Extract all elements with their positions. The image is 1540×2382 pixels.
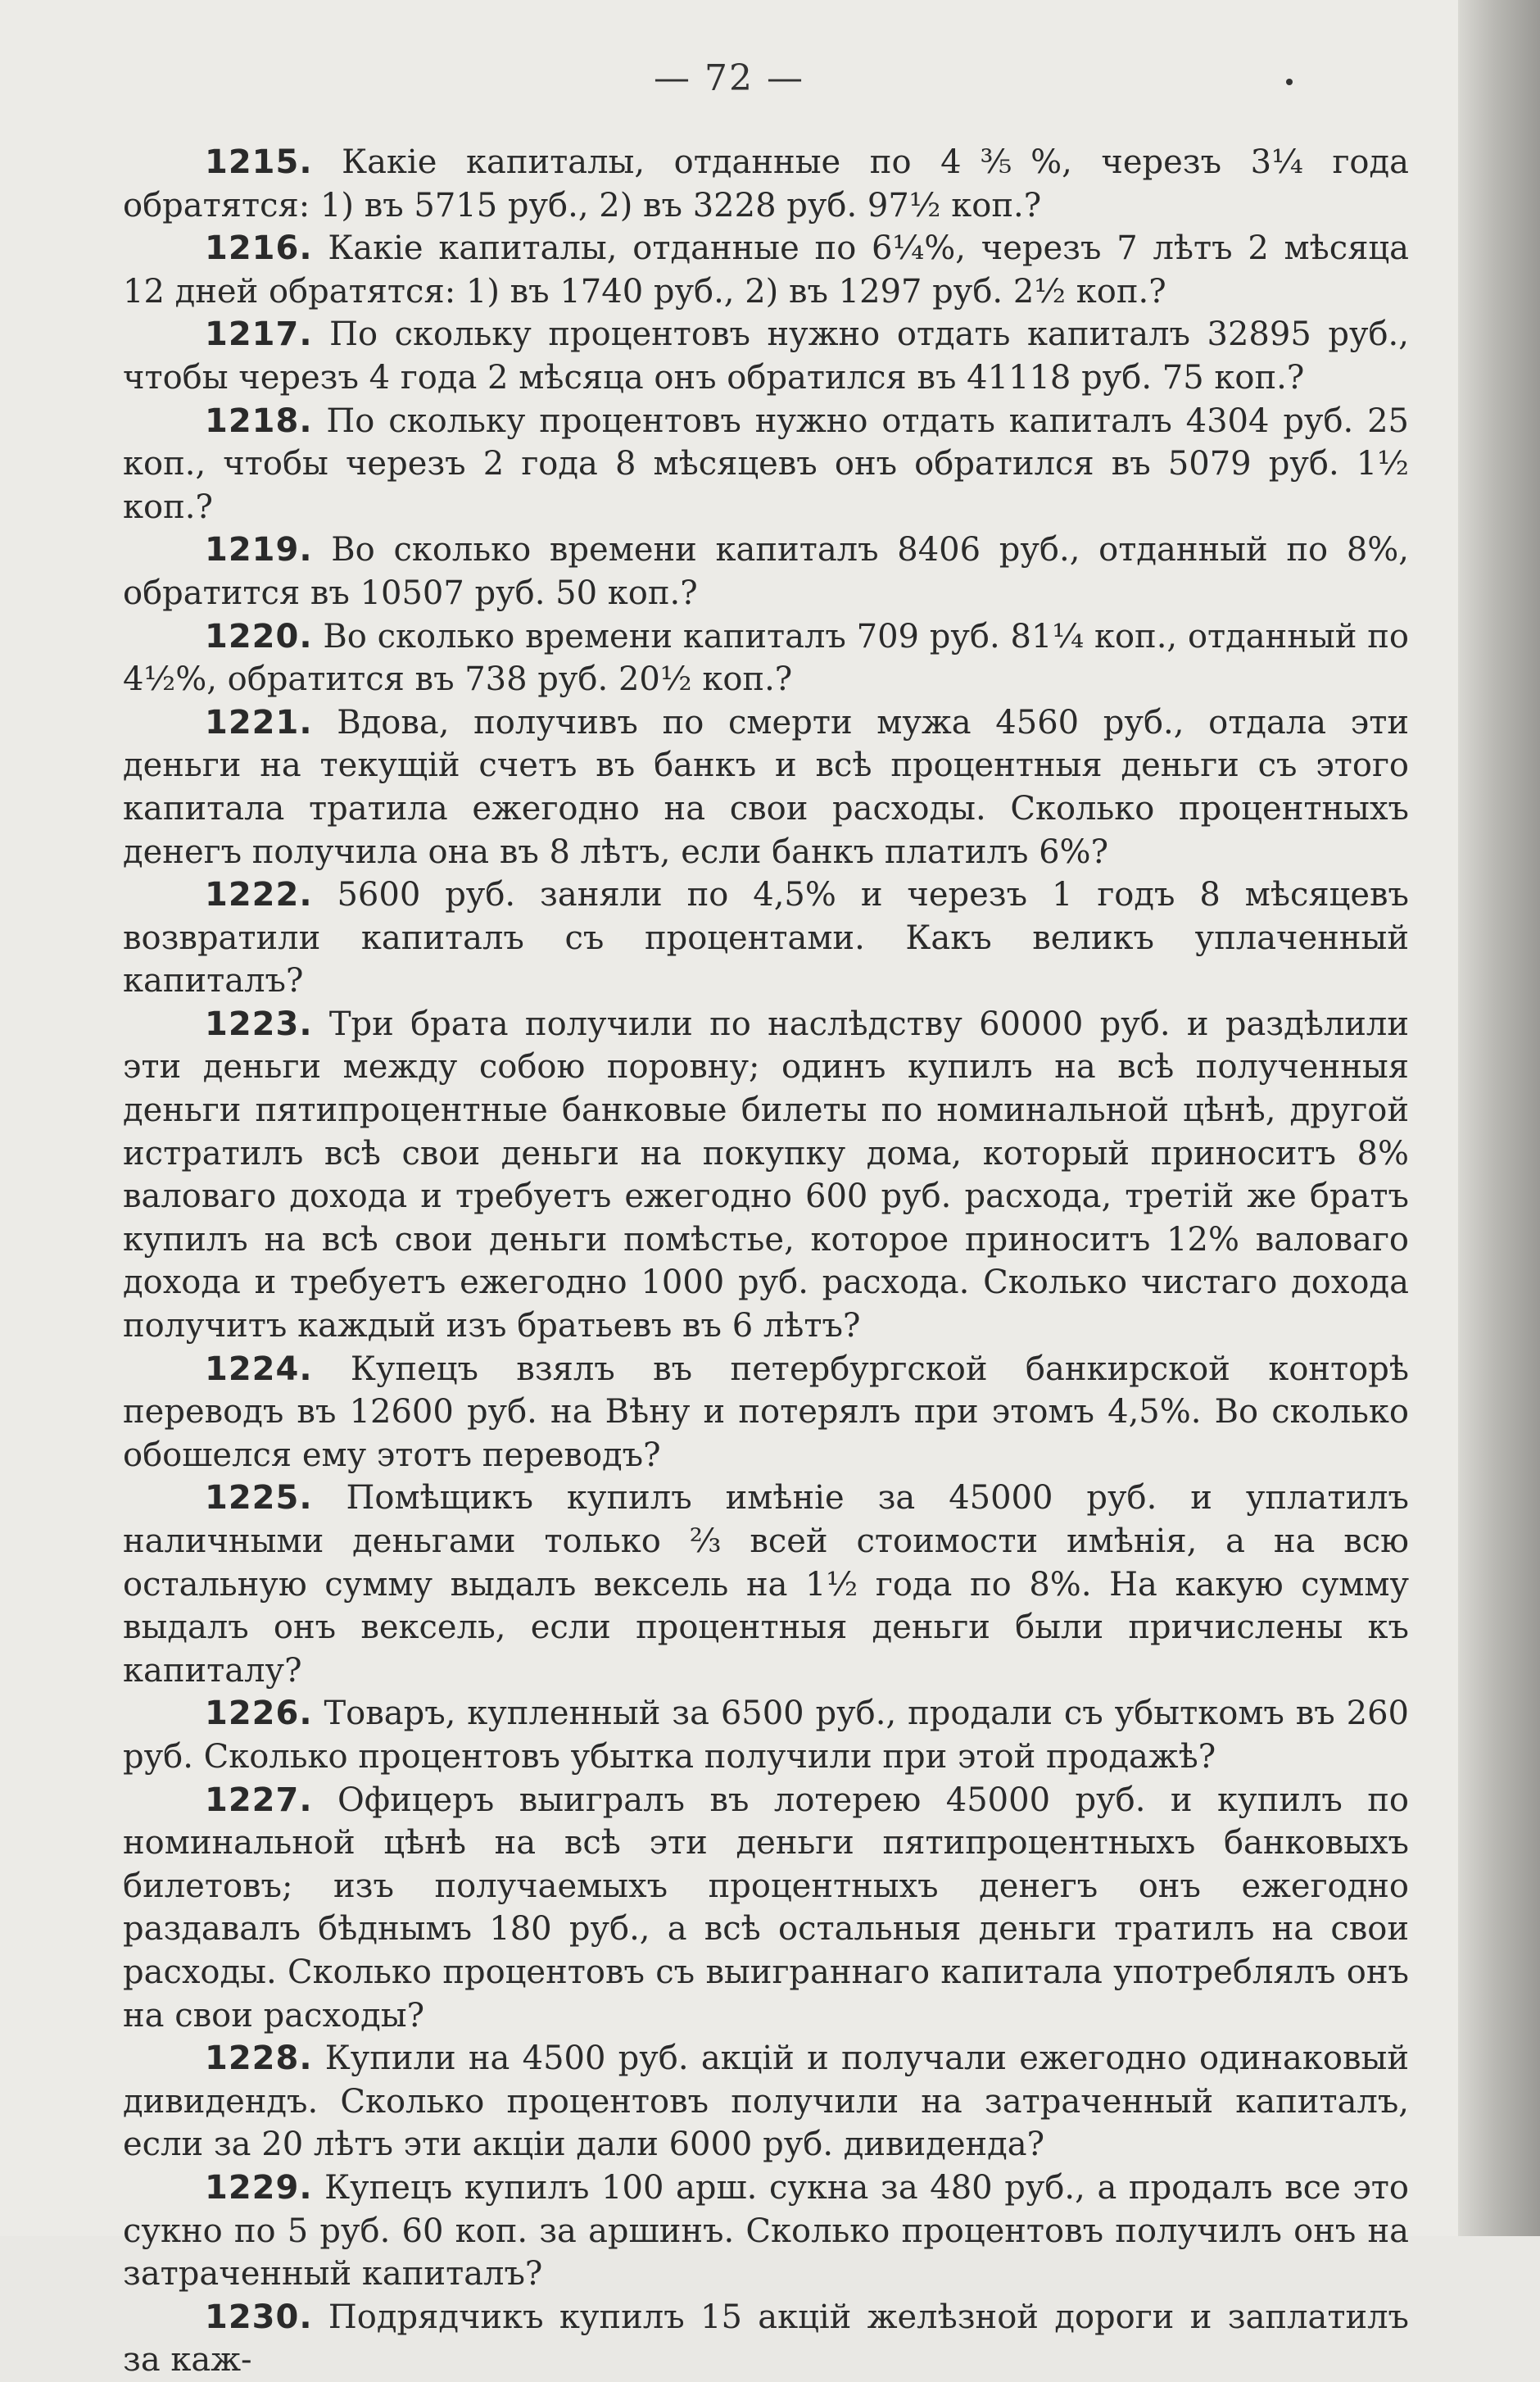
problem-number: 1230.	[205, 2298, 313, 2336]
problem-number: 1221.	[205, 703, 313, 742]
problem-list	[123, 141, 1409, 2382]
problem-text: Вдова, получивъ по смерти мужа 4560 руб., отдала эти деньги на текущій счетъ въ банкъ и всѣ процентныя деньги съ этого капитала тратила ежегодно на свои расходы. Сколько процентныхъ денегъ получила она въ 8 лѣтъ, если банкъ платилъ 6%?	[123, 703, 1409, 871]
problem-1230	[123, 2296, 1409, 2382]
problem-text: Товаръ, купленный за 6500 руб., продали съ убыткомъ въ 260 руб. Сколько процентовъ убытка получили при этой продажѣ?	[123, 1695, 1410, 1776]
problem-number: 1217.	[205, 315, 313, 354]
problem-1226	[123, 1692, 1409, 1778]
problem-number: 1229.	[205, 2168, 313, 2207]
problem-text: По скольку процентовъ нужно отдать капиталъ 4304 руб. 25 коп., чтобы черезъ 2 года 8 мѣсяцевъ онъ обратился въ 5079 руб. 1½ коп.?	[123, 402, 1410, 526]
problem-number: 1223.	[205, 1005, 313, 1043]
problem-1223	[123, 1003, 1409, 1348]
problem-text: Купили на 4500 руб. акцій и получали ежегодно одинаковый дивидендъ. Сколько процентовъ получили на затраченный капиталъ, если за 20 лѣтъ эти акціи дали 6000 руб. дивиденда?	[123, 2039, 1409, 2164]
problem-text: Подрядчикъ купилъ 15 акцій желѣзной дороги и заплатилъ за каж-	[123, 2298, 1409, 2380]
problem-1222	[123, 873, 1409, 1003]
problem-1217	[123, 313, 1409, 399]
problem-text: Какіе капиталы, отданные по 4⅗%, черезъ 3¼ года обратятся: 1) въ 5715 руб., 2) въ 3228 руб. 97½ коп.?	[123, 143, 1409, 225]
problem-number: 1218.	[205, 402, 313, 440]
problem-number: 1226.	[205, 1695, 313, 1733]
problem-1221	[123, 701, 1409, 873]
problem-text: Какіе капиталы, отданные по 6¼%, черезъ 7 лѣтъ 2 мѣсяца 12 дней обратятся: 1) въ 1740 руб., 2) въ 1297 руб. 2½ коп.?	[123, 229, 1409, 311]
ink-dot	[1286, 79, 1293, 85]
page-number: — 72 —	[654, 57, 804, 99]
problem-number: 1216.	[205, 229, 313, 268]
problem-text: Купецъ купилъ 100 арш. сукна за 480 руб., а продалъ все это сукно по 5 руб. 60 коп. за аршинъ. Сколько процентовъ получилъ онъ на затраченный капиталъ?	[123, 2168, 1410, 2294]
page-edge-shadow	[1458, 0, 1540, 2236]
problem-1224	[123, 1348, 1409, 1477]
problem-1225	[123, 1477, 1409, 1692]
problem-1219	[123, 529, 1409, 615]
problem-number: 1222.	[205, 876, 313, 914]
problem-1227	[123, 1779, 1409, 2038]
problem-text: 5600 руб. заняли по 4,5% и черезъ 1 годъ 8 мѣсяцевъ возвратили капиталъ съ процентами. Какъ великъ уплаченный капиталъ?	[123, 876, 1410, 1000]
problem-text: По скольку процентовъ нужно отдать капиталъ 32895 руб., чтобы черезъ 4 года 2 мѣсяца онъ обратился въ 41118 руб. 75 коп.?	[123, 315, 1409, 397]
problem-1229	[123, 2166, 1409, 2296]
problem-1218	[123, 400, 1409, 529]
problem-number: 1228.	[205, 2039, 313, 2078]
problem-number: 1219.	[205, 531, 313, 569]
problem-number: 1224.	[205, 1350, 313, 1388]
problem-1216	[123, 227, 1409, 313]
problem-text: Три брата получили по наслѣдству 60000 руб. и раздѣлили эти деньги между собою поровну; одинъ купилъ на всѣ полученныя деньги пятипроцентные банковые билеты по номинальной цѣнѣ, другой истратилъ всѣ свои деньги на покупку дома, который приноситъ 8% валоваго дохода и требуетъ ежегодно 600 руб. расхода, третій же братъ купилъ на всѣ свои деньги помѣстье, которое приноситъ 12% валоваго дохода и требуетъ ежегодно 1000 руб. расхода. Сколько чистаго дохода получитъ каждый изъ братьевъ въ 6 лѣтъ?	[123, 1005, 1409, 1345]
problem-text: Помѣщикъ купилъ имѣніе за 45000 руб. и уплатилъ наличными деньгами только ⅔ всей стоимости имѣнія, а на всю остальную сумму выдалъ вексель на 1½ года по 8%. На какую сумму выдалъ онъ вексель, если процентныя деньги были причислены къ капиталу?	[123, 1479, 1409, 1690]
problem-1228	[123, 2037, 1409, 2166]
problem-number: 1215.	[205, 143, 313, 181]
problem-text: Во сколько времени капиталъ 709 руб. 81¼ коп., отданный по 4½%, обратится въ 738 руб. 20½ коп.?	[123, 617, 1409, 699]
problem-number: 1225.	[205, 1479, 313, 1518]
problem-number: 1220.	[205, 617, 313, 656]
problem-text: Купецъ взялъ въ петербургской банкирской конторѣ переводъ въ 12600 руб. на Вѣну и потерялъ при этомъ 4,5%. Во сколько обошелся ему этотъ переводъ?	[123, 1350, 1409, 1474]
problem-text: Офицеръ выигралъ въ лотерею 45000 руб. и купилъ по номинальной цѣнѣ на всѣ эти деньги пятипроцентныхъ банковыхъ билетовъ; изъ получаемыхъ процентныхъ денегъ онъ ежегодно раздавалъ бѣднымъ 180 руб., а всѣ остальныя деньги тратилъ на свои расходы. Сколько процентовъ съ выиграннаго капитала употреблялъ онъ на свои расходы?	[123, 1781, 1409, 2035]
problem-1220	[123, 615, 1409, 701]
problem-text: Во сколько времени капиталъ 8406 руб., отданный по 8%, обратится въ 10507 руб. 50 коп.?	[123, 531, 1409, 612]
problem-1215	[123, 141, 1409, 227]
problem-number: 1227.	[205, 1781, 313, 1819]
